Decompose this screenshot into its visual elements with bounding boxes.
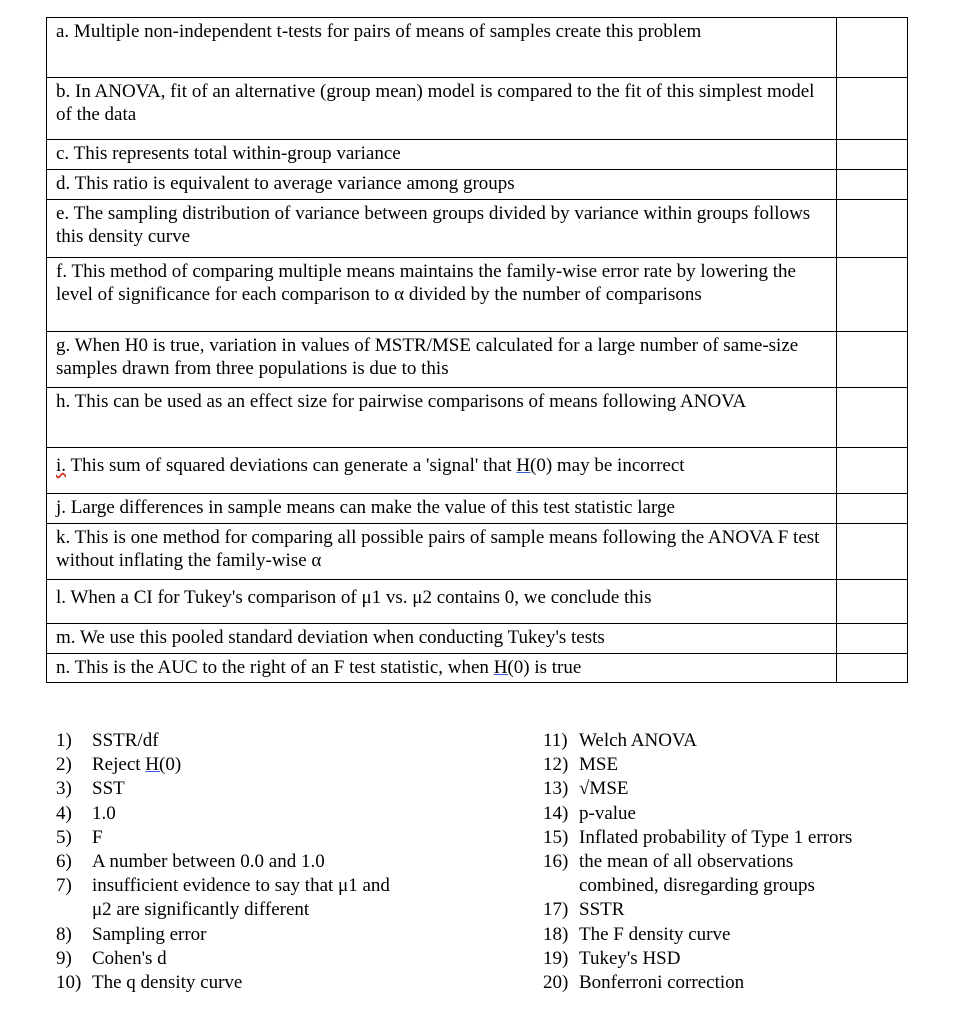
question-row [47,494,908,524]
question-text: a. Multiple non-independent t-tests for pairs of means of samples create this problem [47,18,837,78]
option-text: Sampling error [92,923,207,945]
question-text [47,654,837,683]
question-text: h. This can be used as an effect size for pairwise comparisons of means following ANOVA [47,388,837,448]
option-text: SSTR/df [92,730,159,751]
question-text: l. When a CI for Tukey's comparison of μ1 vs. μ2 contains 0, we conclude this [47,580,837,624]
option-number: 5) [56,826,72,848]
hypothesis-token: H( [145,754,166,776]
option-number: 3) [56,778,72,800]
option-number: 13) [543,778,569,800]
option-number: 20) [543,972,569,994]
question-row [47,448,908,494]
option-item [543,850,943,898]
option-text: Welch ANOVA [579,730,697,751]
option-item [56,729,496,753]
question-text: m. We use this pooled standard deviation when conducting Tukey's tests [47,624,837,654]
question-row [47,18,908,78]
question-text: e. The sampling distribution of variance between groups divided by variance within groups follows this density curve [47,200,837,258]
option-text: Bonferroni correction [579,972,745,994]
option-text: A number between 0.0 and 1.0 [92,851,325,873]
answer-cell[interactable] [837,494,908,524]
option-text-post: 0) [165,754,182,776]
question-text: c. This represents total within-group variance [47,140,837,170]
question-row [47,524,908,580]
option-number: 8) [56,923,72,945]
option-number: 11) [543,730,568,751]
option-text: Inflated probability of Type 1 errors [579,826,853,848]
question-row [47,140,908,170]
option-text: SSTR [579,899,625,921]
question-suffix: 0) may be incorrect [536,455,685,476]
option-item [543,923,943,947]
option-item [56,971,496,995]
answer-cell[interactable] [837,200,908,258]
option-item [543,898,943,922]
question-text: k. This is one method for comparing all possible pairs of sample means following the ANOVA F test without inflating the family-wise α [47,524,837,580]
option-item [56,923,496,947]
question-row [47,580,908,624]
option-item [56,753,496,777]
answer-cell[interactable] [837,388,908,448]
answer-cell[interactable] [837,18,908,78]
option-text: p-value [579,802,636,824]
question-text: g. When H0 is true, variation in values of MSTR/MSE calculated for a large number of same-size samples drawn from three populations is due to this [47,332,837,388]
option-item [56,777,496,801]
option-number: 4) [56,802,72,824]
option-text: 1.0 [92,802,116,824]
option-number: 18) [543,923,569,945]
answer-options-right [543,729,943,995]
option-item [543,753,943,777]
option-text: insufficient evidence to say that μ1 and μ2 are significantly different [92,875,390,921]
answer-cell[interactable] [837,624,908,654]
answer-cell[interactable] [837,654,908,683]
answer-cell[interactable] [837,524,908,580]
option-number: 7) [56,875,72,897]
option-item [543,947,943,971]
option-number: 16) [543,851,569,873]
answer-cell[interactable] [837,258,908,332]
answer-cell[interactable] [837,140,908,170]
option-number: 17) [543,899,569,921]
option-text: the mean of all observations combined, disregarding groups [579,851,815,897]
option-item [56,850,496,874]
option-number: 14) [543,802,569,824]
answer-cell[interactable] [837,332,908,388]
answer-cell[interactable] [837,448,908,494]
question-row [47,388,908,448]
option-number: 9) [56,947,72,969]
answer-cell[interactable] [837,78,908,140]
option-item [543,826,943,850]
option-text: SST [92,778,125,800]
question-text [47,448,837,494]
option-text: F [92,826,103,848]
option-number: 1) [56,730,72,751]
option-text [92,753,496,777]
question-row [47,654,908,683]
option-item [56,874,496,922]
option-number: 15) [543,826,569,848]
hypothesis-token: H( [493,657,514,678]
option-number: 10) [56,972,82,994]
answer-options-left [56,729,496,995]
option-text: Tukey's HSD [579,947,681,969]
option-number: 12) [543,754,569,776]
option-item [543,971,943,995]
question-row [47,332,908,388]
option-text: √MSE [579,778,629,800]
matching-questions-table [46,17,908,683]
question-text: j. Large differences in sample means can make the value of this test statistic large [47,494,837,524]
question-prefix: n. This is the AUC to the right of an F test statistic, when [56,657,494,678]
option-item [543,729,943,753]
option-text: The F density curve [579,923,731,945]
option-number: 19) [543,947,569,969]
question-row [47,624,908,654]
option-item [56,802,496,826]
option-item [56,826,496,850]
question-text: d. This ratio is equivalent to average variance among groups [47,170,837,200]
option-text: The q density curve [92,972,243,994]
option-number: 6) [56,851,72,873]
option-item [543,802,943,826]
answer-cell[interactable] [837,170,908,200]
question-row [47,78,908,140]
option-item [543,777,943,801]
question-text: b. In ANOVA, fit of an alternative (group mean) model is compared to the fit of this simplest model of the data [47,78,837,140]
option-text: Cohen's d [92,947,167,969]
question-row [47,170,908,200]
question-row [47,258,908,332]
option-item [56,947,496,971]
question-suffix: 0) is true [513,657,582,678]
question-row [47,200,908,258]
option-text: MSE [579,754,619,776]
option-text-pre: Reject [92,754,146,776]
answer-cell[interactable] [837,580,908,624]
question-mid: This sum of squared deviations can generate a 'signal' that [66,455,517,476]
question-prefix: i. [56,455,67,476]
question-text: f. This method of comparing multiple means maintains the family-wise error rate by lowering the level of significance for each comparison to α divided by the number of comparisons [47,258,837,332]
hypothesis-token: H( [516,455,537,476]
option-number: 2) [56,754,72,776]
